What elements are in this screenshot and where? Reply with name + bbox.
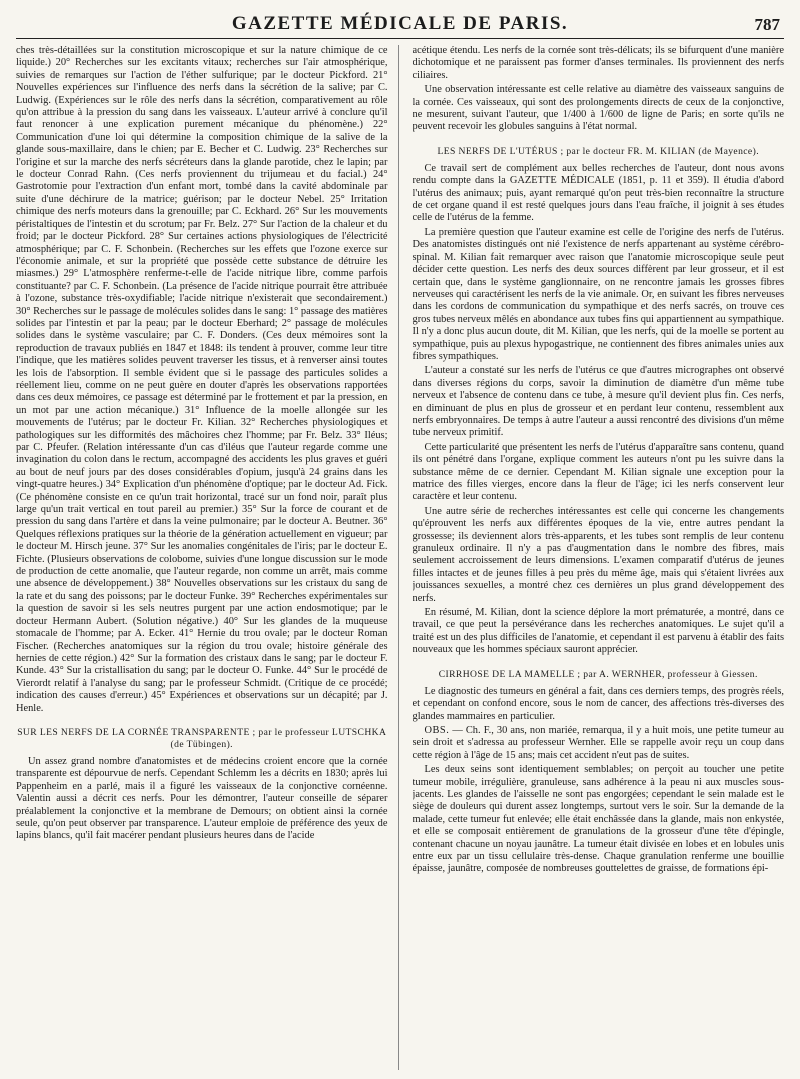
- paragraph: ches très-détaillées sur la constitution microscopique et sur la nature chimique de ce liquide.) 20° Recherches sur les excitants vitaux; recherches sur l'air atmosphérique, suivies de remarques sur l'action de l'éther sulfurique; par le docteur Pickford. 21° Nouvelles expériences sur l'influence des nerfs dans la sécrétion de la salive; par C. Ludwig. (Expériences sur le rôle des nerfs dans la sécrétion, comparativement au rôle qu'on attribue à la pression du sang dans les vaisseaux. L'auteur arrivé à conclure qu'il faut renoncer à une explication purement mécanique du phénomène.) 22° Communication d'une loi qui détermine la composition chimique de la salive de la glande sous-maxillaire, dans le chien; par E. Becher et C. Ludwig. 23° Recherches sur l'origine et sur la marche des nerfs sécréteurs dans la glande parotide, chez le lapin; par le docteur Conrad Rahn. (Ces nerfs proviennent du trijumeau et du facial.) 24° Gastrotomie pour l'extraction d'un enfant mort, tombé dans la cavité abdominale par suite d'une déchirure de la matrice; guérison; par le docteur Nebel. 25° Irritation chimique des nerfs moteurs dans la grenouille; par C. Eckhard. 26° Sur les mouvements péristaltiques de l'intestin et du scrotum; par Fr. Belz. 27° Sur l'action de la chaleur et du froid; par le docteur Pickford. 28° Sur certaines actions physiologiques de l'électricité atmosphérique; par C. F. Schonbein. (Recherches sur les effets que l'ozone exerce sur l'économie animale, et sur la propriété que possède cette substance de détruire les miasmes.) 29° L'atmosphère renferme-t-elle de l'acide nitrique libre, comme parfois constituante? par C. F. Schonbein. (La présence de l'acide nitrique pourrait être attribuée à l'ozone, substance très-oxydifiable; l'acide nitrique n'existerait que secondairement.) 30° Recherches sur le passage de molécules solides dans le sang: 1° passage des matières solides par l'intestin et par la peau; par le docteur Eberhard; 2° passage de molécules solides dans le système vasculaire; par C. F. Donders. (Ces deux mémoires sont la reproduction de travaux publiés en 1847 et 1848: ils tendent à prouver, comme leur titre l'indique, que les matières solides peuvent traverser les tissus, et à renverser ainsi toutes les lois de l'absorption. Il semble évident que si le passage des particules solides a réellement lieu, comme on ne peut guère en douter d'après les observations rapportées dans ces deux mémoires, ce passage est déterminé par le frottement et par la pression, en un mot par une action mécanique.) 31° Influence de la moelle allongée sur les mouvements de l'utérus; par le docteur Fr. Kilian. 32° Recherches physiologiques et pathologiques sur les difformités des mâchoires chez l'homme; par Fr. Belz. 33° Iléus; par C. Pfeufer. (Relation intéressante d'un cas d'iléus que l'auteur regarde comme une invagination du colon dans le rectum, accompagné des accidents les plus graves et guéri au bout de neuf jours par des doses considérables d'opium, jusqu'à 24 grains dans les vingt-quatre heures.) 34° Explication d'un phénomène d'optique; par le docteur Ad. Fick. (Ce phénomène consiste en ce qu'un trait horizontal, tracé sur un fond noir, paraît plus large qu'un trait vertical en tout pareil au premier.) 35° Sur la force de courant et de pression du sang dans l'artère et dans la veine pulmonaire; par le docteur A. Beutner. 36° Quelques réflexions pratiques sur la théorie de la génération actuellement en vigueur; par le docteur M. Hirsch jeune. 37° Sur les anomalies congénitales de l'iris; par le docteur E. Fichte. (Plusieurs observations de colobome, suivies d'une longue discussion sur le mode de production de cette anomalie, que l'auteur regarde, non comme un arrêt, mais comme une absence de développement.) 38° Nouvelles observations sur les cristaux du sang de la rate et du sang des poissons; par le docteur Funke. 39° Recherches expérimentales sur la question de savoir si les sels neutres purgent par une action endosmotique; par le docteur Hermann Aubert. (Solution négative.) 40° Sur les glandes de la muqueuse stomacale de l'homme; par A. Ecker. 41° Hernie du trou ovale; par le docteur Roman Fischer. (Recherches anatomiques sur la région du trou ovale; histoire générale des hernies de cette région.) 42° Sur la formation des cristaux dans le sang; par le docteur F. Kunde. 43° Sur la cristallisation du sang; par le docteur O. Funke. 44° Sur le procédé de Vierordt relatif à l'analyse du sang; par le professeur Schmidt. (Critique de ce procédé; indication des causes d'erreur.) 45° Expériences et observations sur un décapité; par J. Henle.: [16, 45, 388, 714]
- paragraph: La première question que l'auteur examine est celle de l'origine des nerfs de l'utérus. Des anatomistes distingués ont nié l'existence de nerfs appartenant au système cérébro-spinal. M. Kilian fait remarquer avec raison que l'anatomie microscopique seule peut décider cette question. Les nerfs des deux sources diffèrent par leur grosseur, et il est certain que, dans le système ganglionnaire, on ne rencontre jamais les grosses fibres nerveuses qui caractérisent les nerfs de la vie animale. Or, en suivant les fibres nerveuses dans les cordons de communication du sympathique et des nerfs sacrés, on trouve ces gros tubes nerveux mêlés en abondance aux tubes fins qui appartiennent au sympathique. Il n'y a donc plus aucun doute, dit M. Kilian, que les nerfs, qui de la moelle se portent au sympathique, puis au plexus hypogastrique, ne contiennent des fibres animales unies aux fibres sympathiques.: [412, 226, 784, 362]
- journal-title: GAZETTE MÉDICALE DE PARIS.: [231, 13, 569, 34]
- observation-text: — Ch. F., 30 ans, non mariée, remarqua, il y a huit mois, une petite tumeur au sein droit et s'adressa au professeur Wernher. Elle se rappelle avoir reçu un coup dans cette région à l'âge de 15 ans; mais cet accident n'eut pas de suites.: [412, 724, 784, 761]
- paragraph: Une autre série de recherches intéressantes est celle qui concerne les changements qu'éprouvent les nerfs aux différentes époques de la vie, entre autres pendant la grossesse; ils deviennent alors très-apparents, et les tubes sont remplis de leur contenu granuleux ordinaire. Il n'y a pas d'augmentation dans le nombre des fibres, mais seulement accroissement de leurs dimensions. L'examen comparatif d'utérus de jeunes filles intactes et de jeunes filles à peu près du même âge, mais qui s'étaient livrées aux jouissances sexuelles, a montré chez ces dernières un plus grand développement des nerfs.: [412, 505, 784, 604]
- section-heading-uterus: LES NERFS DE L'UTÉRUS ; par le docteur FR. M. KILIAN (de Mayence).: [437, 145, 759, 157]
- paragraph: L'auteur a constaté sur les nerfs de l'utérus ce que d'autres micrographes ont observé dans diverses régions du corps, savoir la diminution de diamètre d'un même tube nerveux et l'absence de contenu dans ce tube, à mesure qu'il devient plus fin. Ces nerfs, en diminuant de plus en plus de grosseur et en perdant leur contenu, ressemblent aux nerfs embryonnaires. De temps à autre l'auteur a aussi rencontré des divisions d'un même tube nerveux primitif.: [412, 365, 784, 439]
- paragraph: Le diagnostic des tumeurs en général a fait, dans ces derniers temps, des progrès réels, et cependant on confond encore, sous le nom de cancer, des affections très-diverses des glandes mammaires en particulier.: [412, 685, 784, 722]
- paragraph: En résumé, M. Kilian, dont la science déplore la mort prématurée, a montré, dans ce travail, ce que peut la persévérance dans les recherches anatomiques. Le sujet qu'il a traité est un des plus difficiles de l'anatomie, et cependant il est parvenu à établir des faits nouveaux que les hommes spéciaux sauront apprécier.: [412, 607, 784, 656]
- page-number: 787: [754, 15, 780, 34]
- left-column: [16, 45, 399, 1070]
- right-column: [413, 45, 785, 1070]
- paragraph: Les deux seins sont identiquement semblables; on perçoit au toucher une petite tumeur mobile, irrégulière, granuleuse, sans adhérence à la peau ni aux muscles sous-jacents. Les glandes de l'aisselle ne sont pas engorgées; cependant le sein malade est le siège de douleurs qui durent assez longtemps, surtout vers le soir. Sur la demande de la malade, cette tumeur fut enlevée; elle était enchâssée dans la glande, mais non enkystée, et elle se composait entièrement de granulations de la grosseur d'une tête d'épingle, contenant chacune un noyau jaunâtre. La tumeur était divisée en lobes et en lobules unis entre eux par un tissu cellulaire très-dense. Chaque granulation renferme une bouillie épaisse, jaunâtre, composée de nombreuses gouttelettes de graisse, de formations épi-: [412, 764, 784, 875]
- paragraph: Cette particularité que présentent les nerfs de l'utérus d'apparaître sans contenu, quand ils ont pénétré dans l'organe, explique comment les auteurs n'ont pu les suivre dans la substance même de ce dernier. Cependant M. Kilian signale une exception pour la matrice des filles vierges, encore dans la fleur de l'âge; ici les nerfs conservent leur caractère et leur contenu.: [412, 441, 784, 503]
- paragraph: Un assez grand nombre d'anatomistes et de médecins croient encore que la cornée transparente est dépourvue de nerfs. Cependant Schlemm les a décrits en 1830; après lui Pappenheim en a parlé, mais il a figuré les vaisseaux de la conjonctive cornéenne. Valentin aussi a décrit ces nerfs. Pour les démontrer, l'auteur conseille de séparer préalablement la conjonctive et la membrane de Demours; on obtient ainsi la cornée seule, qu'on peut observer par transparence. L'auteur emploie de préférence des yeux de lapins blancs, qu'il fait macérer pendant plusieurs heures dans de l'acide: [16, 755, 388, 842]
- paragraph: Une observation intéressante est celle relative au diamètre des vaisseaux sanguins de la cornée. Ces vaisseaux, qui sont des prolongements directs de ceux de la conjonctive, ne mesurent, suivant l'auteur, que 1/400 à 1/600 de ligne de Paris; en sorte qu'ils ne peuvent recevoir les globules sanguins à l'état normal.: [412, 84, 784, 133]
- observation-label: OBS.: [424, 724, 450, 736]
- page-header: [16, 10, 784, 39]
- text-columns: [16, 45, 784, 1070]
- section-heading-cirrhose: CIRRHOSE DE LA MAMELLE ; par A. WERNHER, professeur à Giessen.: [438, 668, 758, 680]
- observation-paragraph: [413, 725, 785, 762]
- paragraph: Ce travail sert de complément aux belles recherches de l'auteur, dont nous avons rendu compte dans la GAZETTE MÉDICALE (1851, p. 11 et 359). Il étudia d'abord l'utérus des animaux; puis, ayant remarqué qu'on peut très-bien reconnaître la structure de cet organe quand il est resté quelques jours dans l'eau fraîche, il joignit à ses études celle de l'utérus de la femme.: [412, 162, 784, 224]
- section-heading-cornee: SUR LES NERFS DE LA CORNÉE TRANSPARENTE ; par le professeur LUTSCHKA (de Tübingen).: [17, 726, 387, 750]
- paragraph: acétique étendu. Les nerfs de la cornée sont très-délicats; ils se bifurquent d'une manière dichotomique et ne paraissent pas former d'anses terminales. Ils proviennent des nerfs ciliaires.: [412, 45, 784, 81]
